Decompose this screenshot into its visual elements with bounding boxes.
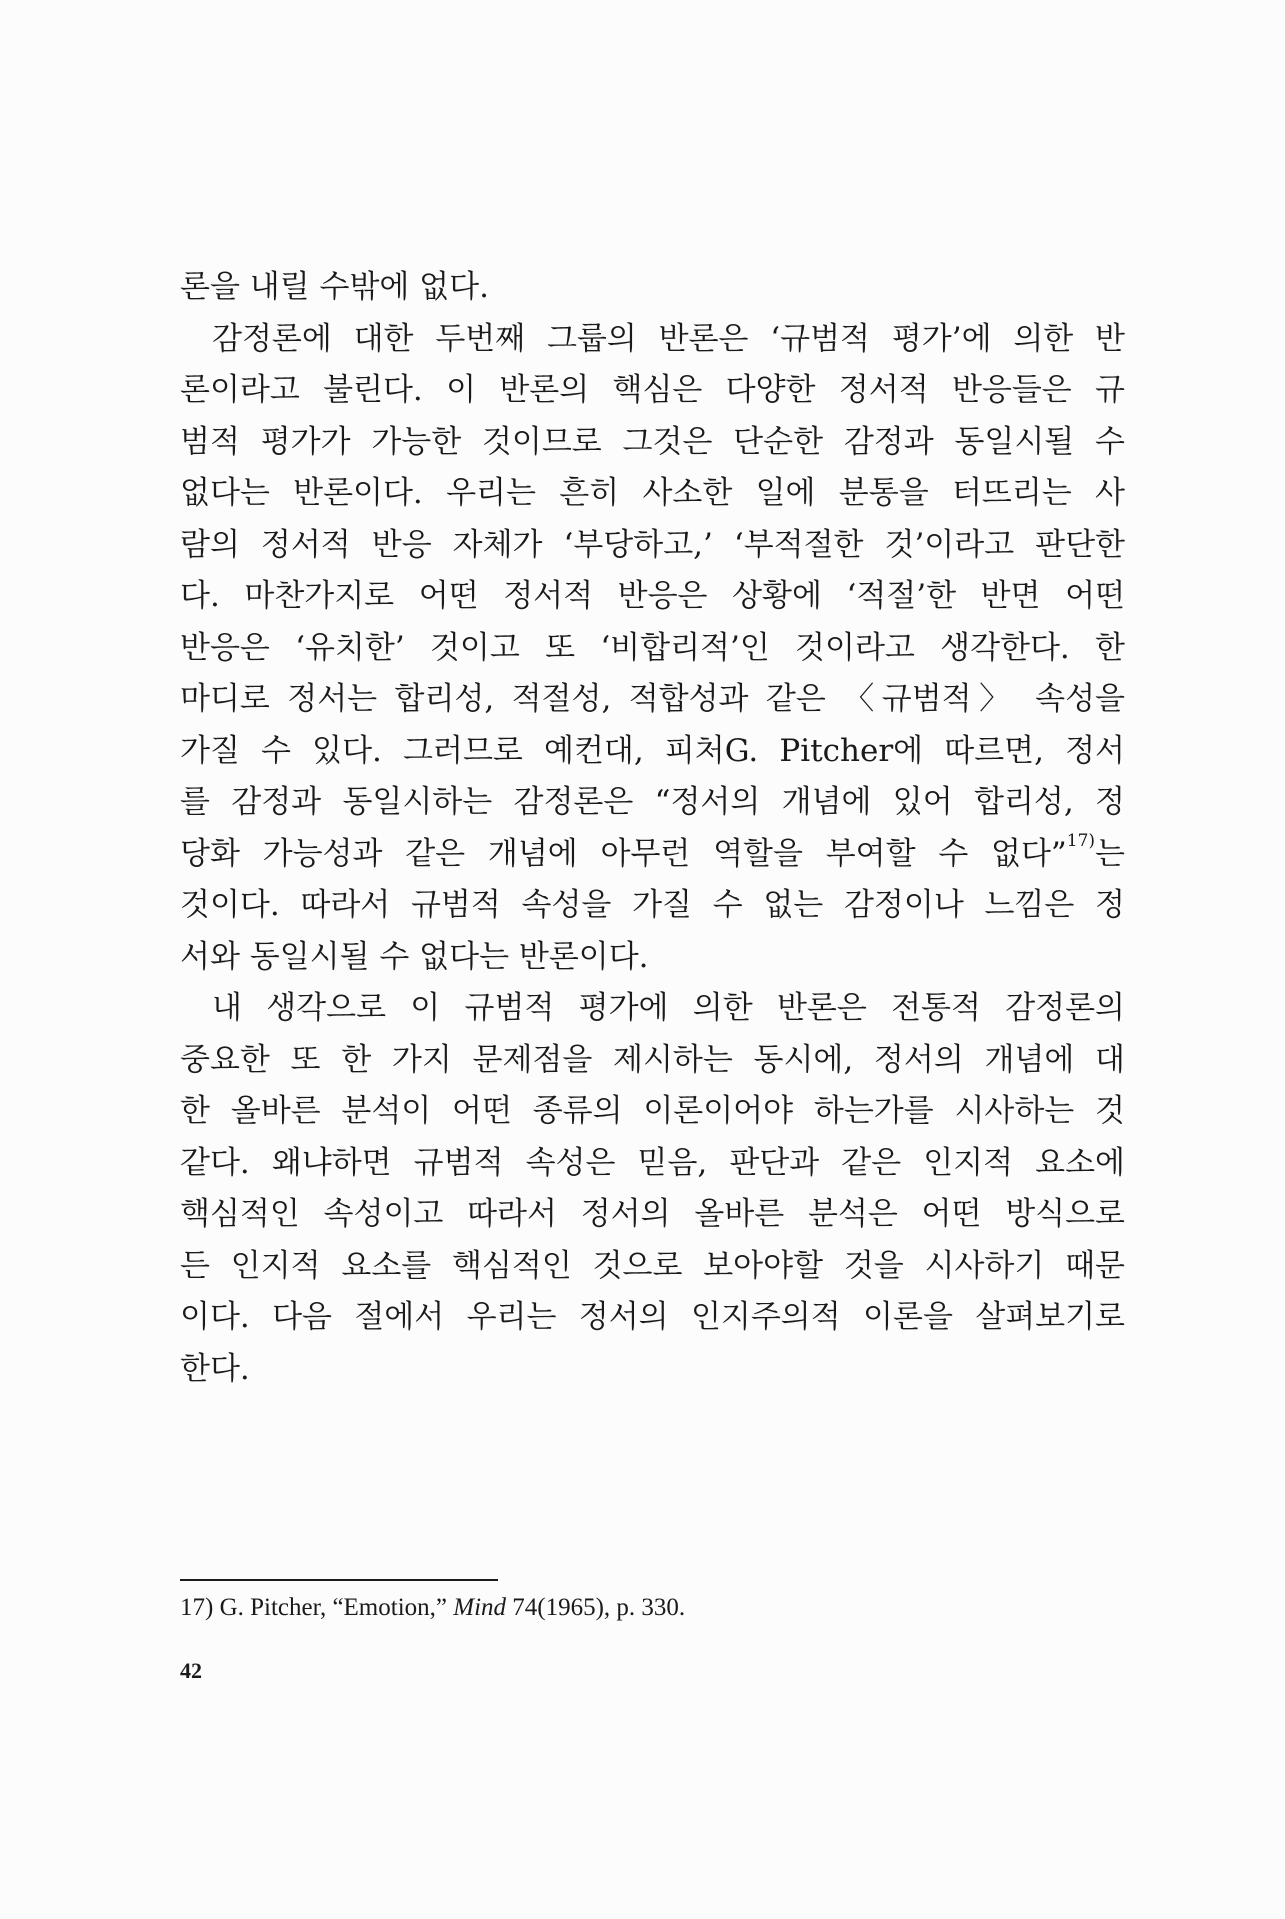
text-line: 중요한 또 한 가지 문제점을 제시하는 동시에, 정서의 개념에 대 — [180, 1041, 1125, 1078]
text-line: 론이라고 불린다. 이 반론의 핵심은 다양한 정서적 반응들은 규 — [180, 372, 1125, 408]
text-line-content: 당화 가능성과 같은 개념에 아무런 역할을 부여할 수 없다” — [180, 835, 1067, 872]
text-line: 감정론에 대한 두번째 그룹의 반론은 ‘규범적 평가’에 의한 반 — [212, 320, 1125, 357]
text-line-suffix: 는 — [1095, 835, 1125, 872]
text-line: 없다는 반론이다. 우리는 흔히 사소한 일에 분통을 터뜨리는 사 — [180, 475, 1125, 511]
text-line: 를 감정과 동일시하는 감정론은 “정서의 개념에 있어 합리성, 정 — [180, 784, 1125, 820]
text-line: 반응은 ‘유치한’ 것이고 또 ‘비합리적’인 것이라고 생각한다. 한 — [180, 629, 1125, 666]
footnote — [180, 1594, 685, 1622]
footnote-reference[interactable]: 17) — [1066, 830, 1096, 851]
text-line: 다. 마찬가지로 어떤 정서적 반응은 상황에 ‘적절’한 반면 어떤 — [180, 578, 1125, 614]
text-line: 핵심적인 속성이고 따라서 정서의 올바른 분석은 어떤 방식으로 — [180, 1196, 1125, 1232]
text-line: 서와 동일시될 수 없다는 반론이다. — [180, 938, 649, 975]
text-line: 가질 수 있다. 그러므로 예컨대, 피처G. Pitcher에 따르면, 정서 — [180, 732, 1125, 769]
footnote-number: 17) — [180, 1594, 214, 1621]
text-line-with-footnote — [180, 829, 1125, 881]
page-number: 42 — [180, 1658, 202, 1683]
text-line: 한 올바른 분석이 어떤 종류의 이론이어야 하는가를 시사하는 것 — [180, 1093, 1125, 1129]
text-line: 이다. 다음 절에서 우리는 정서의 인지주의적 이론을 살펴보기로 — [180, 1299, 1125, 1335]
footnote-divider — [180, 1579, 498, 1581]
footnote-journal: Mind — [453, 1594, 507, 1621]
text-line: 람의 정서적 반응 자체가 ‘부당하고,’ ‘부적절한 것’이라고 판단한 — [180, 526, 1125, 563]
body-text — [180, 262, 1125, 1395]
text-line: 같다. 왜냐하면 규범적 속성은 믿음, 판단과 같은 인지적 요소에 — [180, 1144, 1125, 1181]
text-line: 든 인지적 요소를 핵심적인 것으로 보아야할 것을 시사하기 때문 — [180, 1247, 1125, 1284]
footnote-citation: G. Pitcher, “Emotion,” — [219, 1594, 447, 1621]
text-line: 것이다. 따라서 규범적 속성을 가질 수 없는 감정이나 느낌은 정 — [180, 887, 1125, 923]
footnote-citation-tail: 74(1965), p. 330. — [512, 1594, 686, 1621]
text-line: 한다. — [180, 1350, 250, 1387]
text-line: 마디로 정서는 합리성, 적절성, 적합성과 같은 〈규범적〉 속성을 — [180, 681, 1125, 717]
text-line: 론을 내릴 수밖에 없다. — [180, 269, 489, 305]
text-line: 내 생각으로 이 규범적 평가에 의한 반론은 전통적 감정론의 — [212, 990, 1125, 1026]
text-line: 범적 평가가 가능한 것이므로 그것은 단순한 감정과 동일시될 수 — [180, 423, 1125, 460]
